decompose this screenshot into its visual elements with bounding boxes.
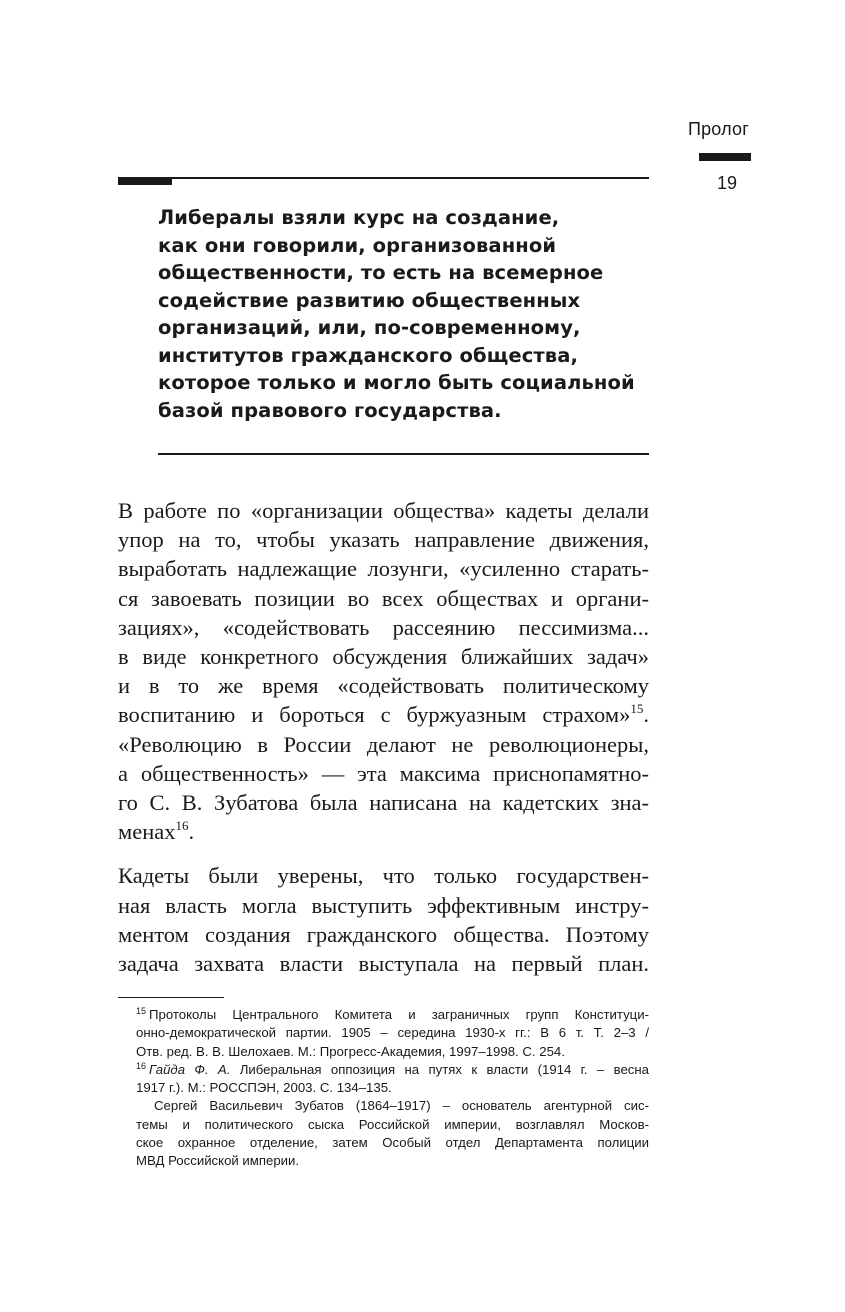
footnotes (136, 1006, 649, 1171)
footnote-line: 1917 г.). М.: РОССПЭН, 2003. С. 134–135. (136, 1080, 392, 1096)
footnote-line: ское охранное отделение, затем Особый отдел Департамента полиции (136, 1135, 649, 1151)
body-text (118, 496, 649, 978)
body-line-text: менах (118, 819, 176, 845)
body-line-punct: . (188, 819, 195, 845)
running-head-section-title: Пролог (687, 119, 749, 139)
footnote-line: Сергей Васильевич Зубатов (1864–1917) – основатель агентурной сис- (154, 1098, 649, 1114)
pull-quote-line: Либералы взяли курс на создание, (158, 206, 560, 229)
footnote-text: Протоколы Центрального Комитета и заграничных групп Конституци- (149, 1007, 649, 1022)
pull-quote-line: содействие развитию общественных (158, 288, 581, 312)
body-line: задача захвата власти выступала на первый план. (118, 951, 649, 977)
footnote-line: Отв. ред. В. В. Шелохаев. М.: Прогресс-Академия, 1997–1998. С. 254. (136, 1043, 565, 1059)
pull-quote-line: общественности, то есть на всемерное (158, 261, 604, 284)
pull-quote-top-accent (118, 177, 172, 185)
body-line: зациях», «содействовать рассеянию пессимизма... (118, 614, 649, 640)
body-line: и в то же время «содействовать политическому (118, 673, 649, 699)
body-line: а общественность» — эта максима приснопамятно- (118, 760, 649, 786)
pull-quote-line: институтов гражданского общества, (158, 343, 579, 367)
pull-quote (158, 204, 658, 424)
footnote-ref-15[interactable]: 15 (630, 701, 644, 717)
footnote-line: темы и политического сыска Российской империи, возглавлял Москов- (136, 1116, 649, 1132)
footnote-line (136, 1006, 649, 1024)
footnote-line: МВД Российской империи. (136, 1153, 300, 1169)
footnote-number: 16 (136, 1060, 147, 1071)
body-line: Кадеты были уверены, что только государствен- (118, 863, 649, 889)
pull-quote-line: базой правового государства. (158, 398, 502, 422)
body-line: ся завоевать позиции во всех обществах и органи- (118, 585, 649, 611)
pull-quote-bottom-rule (158, 453, 649, 455)
footnote-number: 15 (136, 1006, 147, 1016)
body-line: «Революцию в России делают не революционеры, (118, 731, 649, 757)
body-paragraph-1 (118, 496, 649, 846)
body-line: ная власть могла выступить эффективным инстру- (118, 892, 649, 918)
body-line-punct: . (643, 702, 649, 728)
body-line: выработать надлежащие лозунги, «усиленно старать- (118, 556, 649, 582)
footnote-line (136, 1061, 649, 1079)
body-line: го С. В. Зубатова была написана на кадетских зна- (118, 790, 649, 816)
pull-quote-line: как они говорили, организованной (158, 233, 557, 257)
footnote-separator (118, 997, 224, 998)
pull-quote-line: организаций, или, по-современному, (158, 316, 581, 339)
pull-quote-line: которое только и могло быть социальной (158, 371, 635, 394)
footnote-16 (136, 1061, 649, 1171)
running-head-bar (699, 153, 751, 161)
footnote-text: Либеральная оппозиция на путях к власти (1914 г. – весна (230, 1061, 650, 1077)
body-line: ментом создания гражданского общества. Поэтому (118, 921, 649, 947)
body-line (118, 817, 649, 846)
body-line: упор на то, чтобы указать направление движения, (118, 527, 649, 553)
body-line: В работе по «организации общества» кадеты делали (118, 498, 649, 523)
body-line: в виде конкретного обсуждения ближайших задач» (118, 644, 649, 670)
body-paragraph-2 (118, 861, 649, 978)
page-number: 19 (716, 173, 737, 193)
body-line (118, 700, 649, 729)
footnote-line: онно-демократической партии. 1905 – середина 1930-х гг.: В 6 т. Т. 2–3 / (136, 1025, 649, 1041)
footnote-15 (136, 1006, 649, 1061)
pull-quote-top-rule (118, 177, 649, 179)
footnote-author: Гайда Ф. А. (149, 1061, 231, 1077)
footnote-ref-16[interactable]: 16 (175, 818, 189, 834)
body-line-text: воспитанию и бороться с буржуазным страхом» (118, 702, 631, 728)
